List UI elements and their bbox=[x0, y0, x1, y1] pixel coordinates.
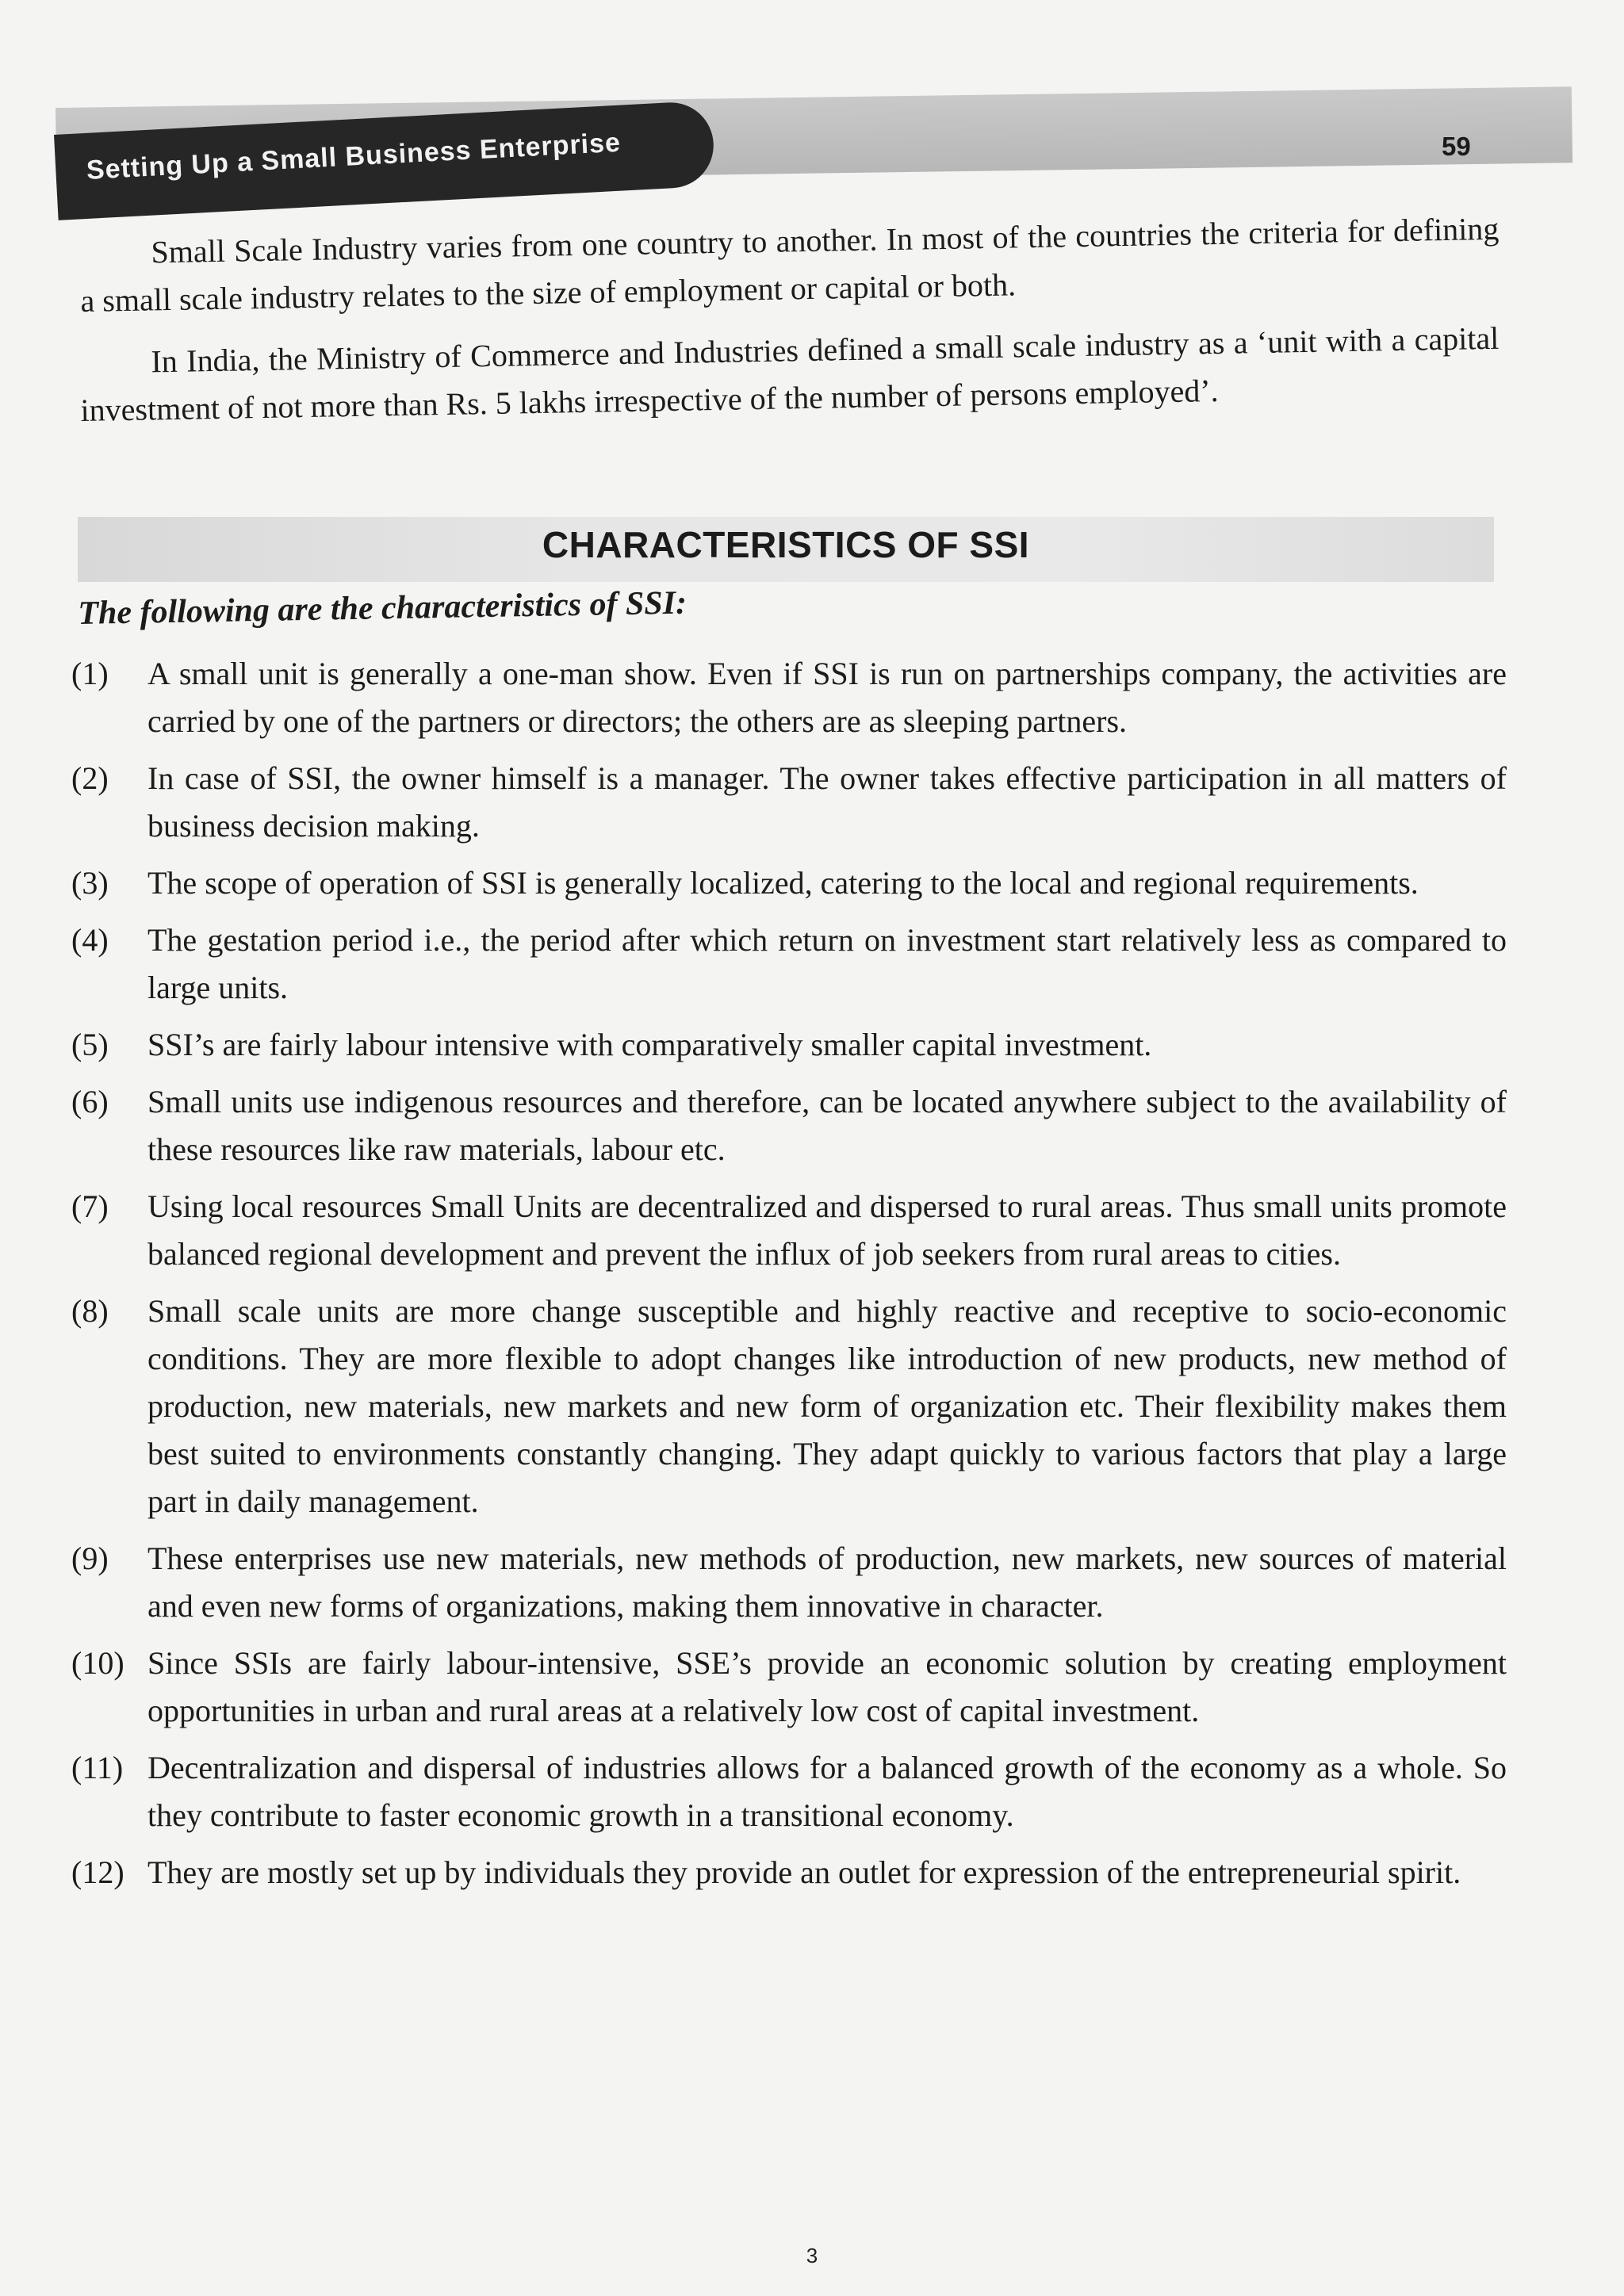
section-heading: CHARACTERISTICS OF SSI bbox=[542, 524, 1030, 565]
list-item-number: (7) bbox=[71, 1188, 109, 1224]
paragraph-india-definition: In India, the Ministry of Commerce and Industries defined a small scale industry as a ‘unit with a capital investment of not more than Rs. 5 lakhs irrespective of the number of persons employed’. bbox=[80, 320, 1500, 428]
list-item-text: Using local resources Small Units are decentralized and dispersed to rural areas. Thus small units promote balanced regional development and prevent the influx of job seekers from rural areas to cities. bbox=[147, 1188, 1507, 1272]
list-item-number: (10) bbox=[71, 1645, 124, 1681]
list-item bbox=[71, 1535, 1507, 1630]
list-item-number: (11) bbox=[71, 1750, 124, 1785]
chapter-title: Setting Up a Small Business Enterprise bbox=[86, 127, 622, 186]
page-number: 59 bbox=[1442, 132, 1471, 161]
list-item bbox=[71, 1640, 1507, 1735]
list-item bbox=[71, 916, 1507, 1012]
list-item bbox=[71, 859, 1507, 907]
list-item-number: (5) bbox=[71, 1027, 109, 1062]
list-item-number: (6) bbox=[71, 1084, 109, 1119]
list-item-text: Small scale units are more change susceptible and highly reactive and receptive to socio-economic conditions. They are more flexible to adopt changes like introduction of new products, new method of production, new materials, new markets and new form of organization etc. Their flexibility makes them best suited to environments constantly changing. They adapt quickly to various factors that play a large part in daily management. bbox=[147, 1293, 1507, 1519]
list-item-text: Since SSIs are fairly labour-intensive, SSE’s provide an economic solution by creating employment opportunities in urban and rural areas at a relatively low cost of capital investment. bbox=[147, 1645, 1507, 1728]
list-item bbox=[71, 650, 1507, 745]
list-item-number: (1) bbox=[71, 656, 109, 691]
list-item-number: (2) bbox=[71, 760, 109, 796]
list-item bbox=[71, 1078, 1507, 1173]
list-item-text: SSI’s are fairly labour intensive with comparatively smaller capital investment. bbox=[147, 1027, 1152, 1062]
paragraph-definition: Small Scale Industry varies from one country to another. In most of the countries the criteria for defining a small scale industry relates to the size of employment or capital or both. bbox=[80, 210, 1500, 319]
list-item-text: These enterprises use new materials, new methods of production, new markets, new sources of material and even new forms of organizations, making them innovative in character. bbox=[147, 1540, 1507, 1624]
list-item-text: Small units use indigenous resources and therefore, can be located anywhere subject to the availability of these resources like raw materials, labour etc. bbox=[147, 1084, 1507, 1167]
list-item bbox=[71, 1744, 1507, 1839]
list-item-text: Decentralization and dispersal of industries allows for a balanced growth of the economy as a whole. So they contribute to faster economic growth in a transitional economy. bbox=[147, 1750, 1507, 1833]
list-item-number: (12) bbox=[71, 1854, 124, 1890]
list-item-number: (9) bbox=[71, 1540, 109, 1576]
list-item-text: They are mostly set up by individuals they provide an outlet for expression of the entrepreneurial spirit. bbox=[147, 1854, 1461, 1890]
list-item-text: The scope of operation of SSI is generally localized, catering to the local and regional requirements. bbox=[147, 865, 1419, 901]
list-item bbox=[71, 1849, 1507, 1896]
list-item-number: (4) bbox=[71, 922, 109, 958]
list-item bbox=[71, 1288, 1507, 1525]
characteristics-list bbox=[71, 650, 1507, 1906]
footer-page-index: 3 bbox=[806, 2244, 818, 2267]
list-intro: The following are the characteristics of SSI: bbox=[78, 584, 688, 632]
list-item-number: (8) bbox=[71, 1293, 109, 1329]
list-item bbox=[71, 1183, 1507, 1278]
list-item bbox=[71, 755, 1507, 850]
list-item-number: (3) bbox=[71, 865, 109, 901]
list-item-text: A small unit is generally a one-man show. Even if SSI is run on partnerships company, the activities are carried by one of the partners or directors; the others are as sleeping partners. bbox=[147, 656, 1507, 739]
list-item-text: The gestation period i.e., the period after which return on investment start relatively less as compared to large units. bbox=[147, 922, 1507, 1005]
list-item bbox=[71, 1021, 1507, 1069]
list-item-text: In case of SSI, the owner himself is a manager. The owner takes effective participation in all matters of business decision making. bbox=[147, 760, 1507, 844]
